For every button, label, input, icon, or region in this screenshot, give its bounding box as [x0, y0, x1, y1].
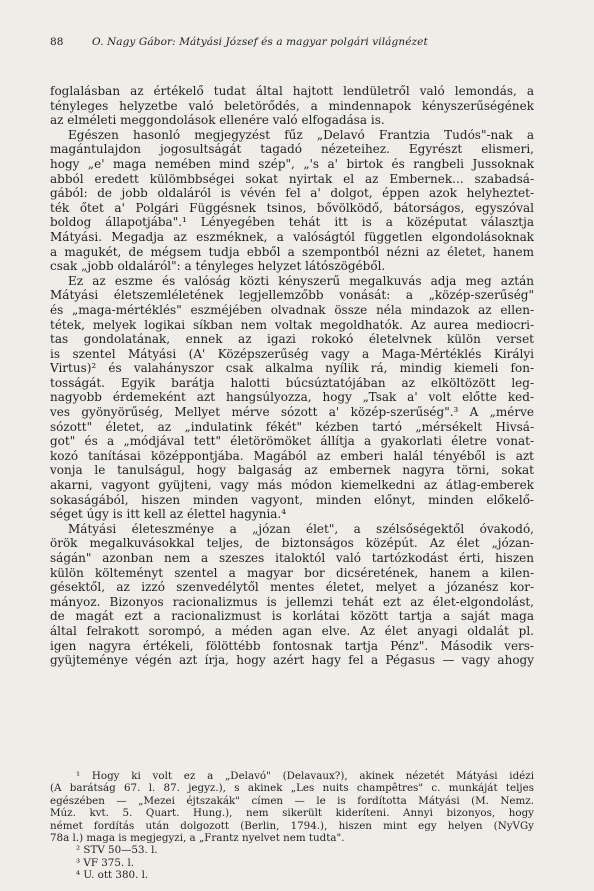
- footnote-line: egészében — „Mezei éjtszakák" címen — le is fordította Mátyási (M. Nemz.: [50, 794, 534, 807]
- text-line: abból eredett külömbbségei sokat nyirtak el az Embernek... szabadsá-: [50, 171, 534, 186]
- text-line: Ez az eszme és valóság közti kényszerű megalkuvás adja meg aztán: [68, 273, 534, 288]
- text-line: Egészen hasonló megjegyzést fűz „Delavó Frantzia Tudós"-nak a: [68, 127, 534, 142]
- text-line: a magukét, de mégsem tudja ebből a szempontból nézni az életet, hanem: [50, 244, 534, 259]
- text-line: Virtus)² és valahányszor csak alkalma nyílik rá, mindig kiemeli fon-: [50, 361, 534, 376]
- text-line: és „maga-mértéklés" eszméjében olvadnak össze néla mindazok az ellen-: [50, 302, 534, 317]
- footnote-line: ² STV 50—53. l.: [76, 844, 158, 857]
- text-line: gésektől, az izzó szenvedélytől mentes életet, melyet a józanész kor-: [50, 580, 534, 595]
- text-line: tas gondolatának, ennek az igazi rokokó életelvnek külön verset: [50, 332, 534, 347]
- text-line: tosságát. Egyik barátja halotti búcsúztatójában az elköltözött leg-: [50, 375, 534, 390]
- footnote-line: ³ VF 375. l.: [76, 856, 135, 869]
- text-line: vonja le tanulságul, hogy balgaság az embernek nagyra törni, sokat: [50, 463, 534, 478]
- footnote-line: ⁴ U. ott 380. l.: [76, 869, 149, 882]
- text-line: csak „jobb oldaláról": a tényleges helyzet látószögéből.: [50, 259, 386, 274]
- text-line: sokaságából, hiszen minden vagyont, minden előnyt, minden előkelő-: [50, 492, 534, 507]
- text-line: ves gyönyörűség, Mellyet mérve sózott a' közép-szerűség".³ A „mérve: [50, 405, 534, 420]
- text-line: mányoz. Bizonyos racionalizmus is jellemzi tehát ezt az élet-elgondolást,: [50, 594, 534, 609]
- text-line: sózott" életet, az „indulatink fékét" kézben tartó „mérsékelt Hivsá-: [50, 419, 534, 434]
- text-line: örök megalkuvásokkal teljes, de biztonságos középút. Az élet „józan-: [50, 536, 534, 551]
- text-line: magántulajdon jogosultságát tagadó nézeteihez. Egyrészt elismeri,: [50, 142, 534, 157]
- text-line: hogy „e' maga nemében mind szép", „'s a' birtok és rangbeli Jussoknak: [50, 156, 534, 171]
- main-text: [50, 84, 534, 668]
- text-line: ték őtet a' Polgári Függésnek tsinos, bővölködő, bátorságos, egyszóval: [50, 200, 534, 215]
- text-line: igen nagyra értékeli, fölöttébb fontosnak tartja Pénz". Második vers-: [50, 638, 534, 653]
- text-line: Mátyási. Megadja az eszméknek, a valóságtól független elgondolásoknak: [50, 229, 534, 244]
- text-line: boldog állapotjába".¹ Lényegében tehát itt is a középutat választja: [50, 215, 534, 230]
- text-line: kozó tanításai középpontjába. Magából az emberi halál tényéből is azt: [50, 448, 534, 463]
- text-line: de magát ezt a racionalizmust is korlátai között tartja a saját maga: [50, 609, 534, 624]
- text-line: is szentel Mátyási (A' Középszerűség vagy a Maga-Mértéklés Királyi: [50, 346, 534, 361]
- text-line: séget úgy is itt kell az élettel hagynia.⁴: [50, 507, 287, 522]
- text-line: Mátyási életszemléletének legjellemzőbb vonását: a „közép-szerűség": [50, 288, 534, 303]
- text-line: tétek, melyek logikai síkban nem voltak megoldhatók. Az aurea mediocri-: [50, 317, 534, 332]
- footnotes: [50, 770, 534, 882]
- footnote-line: ¹ Hogy ki volt ez a „Delavó" (Delavaux?), akinek nézetét Mátyási idézi: [76, 770, 534, 782]
- text-line: foglalásban az értékelő tudat által hajtott lendületről való lemondás, a: [50, 84, 534, 98]
- footnote-line: 78a l.) maga is megjegyzi, a „Frantz nyelvet nem tudta".: [50, 831, 345, 844]
- running-header: [0, 36, 594, 56]
- text-line: által felrakott sorompó, a méden agan elve. Az élet anyagi oldalát pl.: [50, 623, 534, 638]
- text-line: tényleges helyzetbe való beletörődés, a mindennapok kényszerűségének: [50, 98, 534, 113]
- text-line: gyüjteménye végén azt írja, hogy azért hagy fel a Pégasus — vagy ahogy: [50, 653, 534, 668]
- page-number: 88: [50, 36, 64, 48]
- text-line: ságán" azonban nem a szeszes italoktól való tartózkodást érti, hiszen: [50, 551, 534, 565]
- footnote-line: Múz. kvt. 5. Quart. Hung.), nem sikerült kideríteni. Annyi bizonyos, hogy: [50, 807, 534, 820]
- text-line: akarni, vagyont gyüjteni, vagy más módon kiemelkedni az átlag-emberek: [50, 478, 534, 493]
- footnote-line: (A barátság 67. l. 87. jegyz.), s akinek „Les nuits champêtres" c. munkáját teljes: [50, 782, 534, 795]
- text-line: got" és a „módjával tett" életörömöket állítja a gyakorlati életre vonat-: [50, 434, 534, 449]
- text-line: gából: de jobb oldaláról is vévén fel a' dolgot, éppen azok helyheztet-: [50, 186, 534, 201]
- text-line: nagyobb érdemeként azt hangsúlyozza, hogy „Tsak a' volt előtte ked-: [50, 390, 534, 405]
- text-line: az elméleti meggondolások ellenére való elfogadása is.: [50, 113, 385, 128]
- footnote-line: német fordítás után dolgozott (Berlin, 1794.), hiszen mint egy helyen (NyVGy: [50, 819, 534, 832]
- running-title: O. Nagy Gábor: Mátyási József és a magyar polgári világnézet: [92, 36, 428, 48]
- text-line: Mátyási életeszménye a „józan élet", a szélsőségektől óvakodó,: [68, 521, 534, 536]
- text-line: külön költeményt szentel a magyar bor dicséretének, hanem a kilen-: [50, 565, 534, 580]
